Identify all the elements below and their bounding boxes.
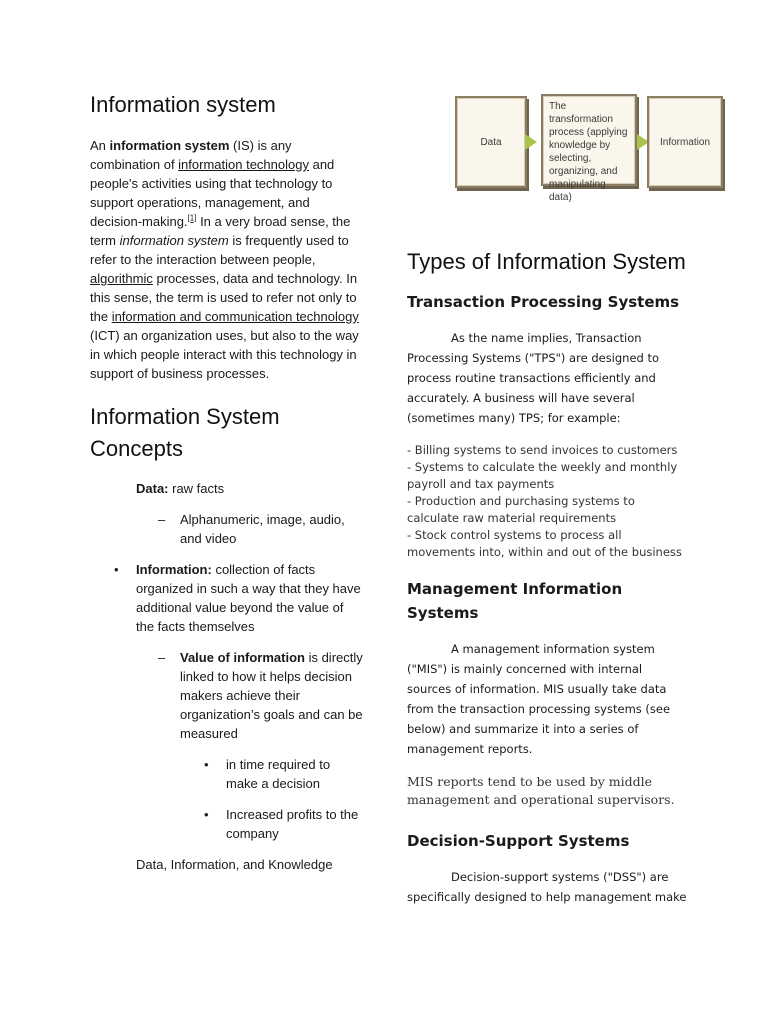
- list-item: [136, 855, 365, 874]
- sub-item-text: in time required to make a decision: [226, 757, 331, 791]
- value-label: Value of information: [180, 650, 305, 665]
- bullet-marker: •: [204, 757, 209, 772]
- intro-text: An: [90, 138, 110, 153]
- list-item: - Production and purchasing systems to calculate raw material requirements: [407, 494, 635, 525]
- data-sub-text: Alphanumeric, image, audio, and video: [180, 512, 345, 546]
- tps-paragraph: As the name implies, Transaction Processing Systems ("TPS") are designed to process routine transactions efficiently and accurately. A business will have several (sometimes many) TPS; for example:: [407, 331, 660, 425]
- list-item: [204, 755, 365, 793]
- intro-text: (IS) is any combination of: [90, 138, 292, 172]
- intro-italic-term: information system: [119, 233, 229, 248]
- intro-text: In a very broad sense, the term: [90, 214, 351, 248]
- concepts-list: [90, 479, 365, 874]
- dss-heading: Decision-Support Systems: [407, 832, 630, 850]
- list-item: [158, 510, 365, 548]
- list-item: - Stock control systems to process all movements into, within and out of the business: [407, 528, 682, 559]
- types-heading: Types of Information System: [407, 249, 686, 274]
- intro-text: (ICT) an organization uses, but also to the way in which people interact with this technology in support of business processes.: [90, 328, 359, 381]
- intro-text: is frequently used to refer to the interaction between people,: [90, 233, 349, 267]
- left-column: [90, 92, 365, 886]
- sub-item-text: Increased profits to the company: [226, 807, 359, 841]
- citation-link[interactable]: [1]: [187, 213, 197, 223]
- link-information-technology[interactable]: information technology: [178, 157, 309, 172]
- concepts-heading: Information System Concepts: [90, 404, 280, 461]
- list-item: - Systems to calculate the weekly and monthly payroll and tax payments: [407, 460, 678, 491]
- information-text: collection of facts organized in such a way that they have additional value beyond the value of the facts themselves: [136, 562, 361, 634]
- diagram-label: The transformation process (applying knowledge by selecting, organizing, and manipulating data): [549, 101, 628, 203]
- mis-paragraph: A management information system ("MIS") is mainly concerned with internal sources of information. MIS usually take data from the transaction processing systems (see below) and summarize it into a series of management reports.: [407, 642, 671, 756]
- page-title: Information system: [90, 92, 276, 117]
- mis-heading: Management Information Systems: [407, 580, 623, 622]
- list-item: - Billing systems to send invoices to customers: [407, 443, 678, 457]
- link-algorithmic[interactable]: algorithmic: [90, 271, 153, 286]
- list-item: [114, 560, 365, 636]
- concepts-footer: Data, Information, and Knowledge: [136, 857, 333, 872]
- intro-text: and people's activities using that technology to support operations, management, and decision-making.: [90, 157, 335, 229]
- intro-bold-term: information system: [109, 138, 230, 153]
- right-column: [407, 92, 687, 907]
- intro-paragraph: [90, 136, 365, 383]
- data-label: Data:: [136, 481, 169, 496]
- list-item: [158, 648, 365, 743]
- list-item: [136, 479, 365, 498]
- link-ict[interactable]: information and communication technology: [111, 309, 359, 324]
- tps-list: [407, 442, 687, 561]
- value-text: is directly linked to how it helps decision makers achieve their organization’s goals and can be measured: [180, 650, 363, 741]
- information-label: Information:: [136, 562, 212, 577]
- dash-marker: –: [158, 650, 166, 665]
- dash-marker: –: [158, 512, 166, 527]
- diagram-label: Information: [659, 136, 711, 148]
- diagram-label: Data: [480, 136, 502, 148]
- bullet-marker: •: [204, 807, 209, 822]
- intro-text: processes, data and technology. In this sense, the term is used to refer not only to the: [90, 271, 358, 324]
- dss-paragraph: Decision-support systems ("DSS") are specifically designed to help management make: [407, 870, 687, 904]
- data-text: raw facts: [168, 481, 225, 496]
- mis-paragraph-2: MIS reports tend to be used by middle management and operational supervisors.: [407, 774, 675, 807]
- list-item: [204, 805, 365, 843]
- tps-heading: Transaction Processing Systems: [407, 293, 680, 311]
- bullet-marker: •: [114, 562, 119, 577]
